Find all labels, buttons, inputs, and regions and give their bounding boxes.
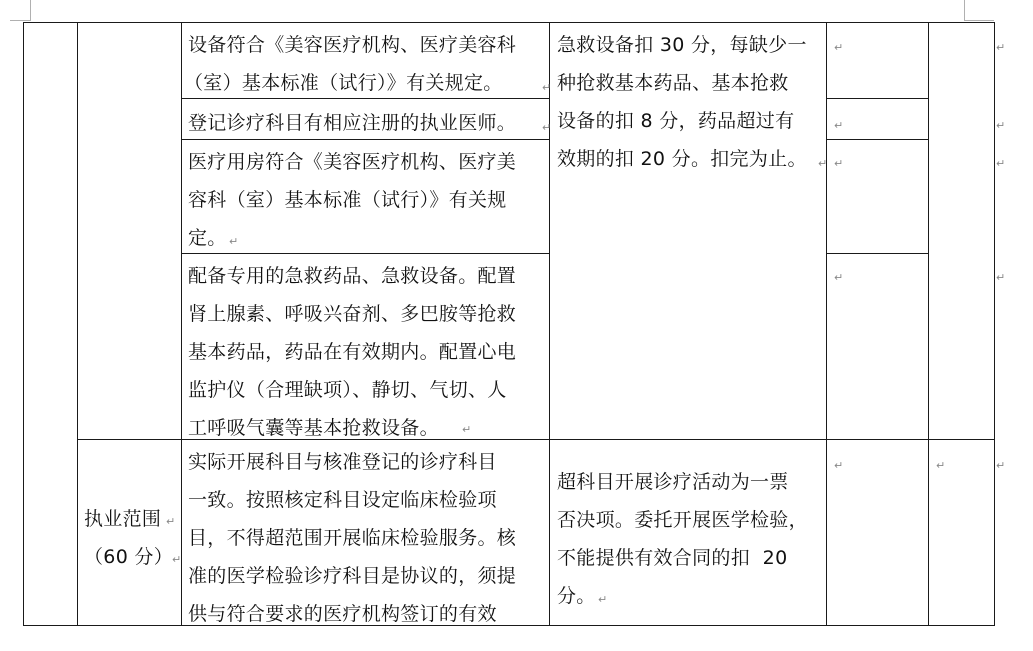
text-line: 登记诊疗科目有相应注册的执业医师。 <box>188 112 517 134</box>
score-cell-mark: ↵ <box>834 119 844 132</box>
text-line: 分。 <box>557 585 596 607</box>
text-line: 一致。按照核定科目设定临床检验项 <box>188 489 497 511</box>
text-line: 供与符合要求的医疗机构签订的有效 <box>188 603 497 625</box>
column-divider-5 <box>928 22 929 626</box>
remarks-cell-mark: ↵ <box>936 459 946 472</box>
text-line: 不能提供有效合同的扣 20 <box>557 547 788 569</box>
row-end-mark: ↵ <box>996 41 1006 54</box>
table-border-top <box>23 22 995 23</box>
text-line: 效期的扣 20 分。扣完为止。 <box>557 148 807 170</box>
paragraph-mark: ↵ <box>229 235 239 248</box>
text-line: 设备的扣 8 分，药品超过有 <box>557 110 795 132</box>
paragraph-mark: ↵ <box>542 121 552 134</box>
text-line: 定。 <box>188 227 227 249</box>
column-divider-1 <box>77 22 78 626</box>
text-line: 否决项。委托开展医学检验， <box>557 509 808 531</box>
text-line: 医疗用房符合《美容医疗机构、医疗美 <box>188 151 517 173</box>
text-line: 设备符合《美容医疗机构、医疗美容科 <box>188 34 517 56</box>
row-divider-a-score <box>826 98 929 99</box>
paragraph-mark: ↵ <box>818 157 828 170</box>
score-cell-mark: ↵ <box>834 157 844 170</box>
text-line: 目，不得超范围开展临床检验服务。核 <box>188 527 517 549</box>
text-line: 肾上腺素、呼吸兴奋剂、多巴胺等抢救 <box>188 303 517 325</box>
column-divider-4 <box>826 22 827 626</box>
text-line: （室）基本标准（试行）》有关规定。 <box>184 72 503 94</box>
row-divider-b-score <box>826 139 929 140</box>
text-line: 实际开展科目与核准登记的诊疗科目 <box>188 451 497 473</box>
score-cell-mark: ↵ <box>834 459 844 472</box>
row-divider-c <box>181 253 550 254</box>
column-divider-3 <box>549 22 550 626</box>
score-cell-mark: ↵ <box>834 41 844 54</box>
paragraph-mark: ↵ <box>598 593 608 606</box>
text-line: 基本药品，药品在有效期内。配置心电 <box>188 341 517 363</box>
column-divider-2 <box>181 22 182 626</box>
item-title: 执业范围 <box>84 508 162 530</box>
paragraph-mark: ↵ <box>462 423 472 436</box>
row-divider-c-score <box>826 253 929 254</box>
row-end-mark: ↵ <box>996 271 1006 284</box>
table-border-left <box>23 22 24 626</box>
paragraph-mark: ↵ <box>166 515 176 528</box>
text-line: 容科（室）基本标准（试行）》有关规 <box>188 189 507 211</box>
text-line: 配备专用的急救药品、急救设备。配置 <box>188 265 517 287</box>
paragraph-mark: ↵ <box>542 81 552 94</box>
row-end-mark: ↵ <box>996 157 1006 170</box>
text-line: 急救设备扣 30 分，每缺少一 <box>557 34 807 56</box>
item-score: （60 分） <box>84 546 174 568</box>
paragraph-mark: ↵ <box>172 553 182 566</box>
text-line: 工呼吸气囊等基本抢救设备。 <box>188 417 439 439</box>
table-border-bottom <box>23 625 995 626</box>
row-end-mark: ↵ <box>996 459 1006 472</box>
text-line: 准的医学检验诊疗科目是协议的，须提 <box>188 565 517 587</box>
score-cell-mark: ↵ <box>834 271 844 284</box>
text-line: 监护仪（合理缺项）、静切、气切、人 <box>188 379 507 401</box>
table-border-right <box>994 22 995 626</box>
text-line: 种抢救基本药品、基本抢救 <box>557 72 789 94</box>
text-line: 超科目开展诊疗活动为一票 <box>557 471 789 493</box>
row-end-mark: ↵ <box>996 119 1006 132</box>
